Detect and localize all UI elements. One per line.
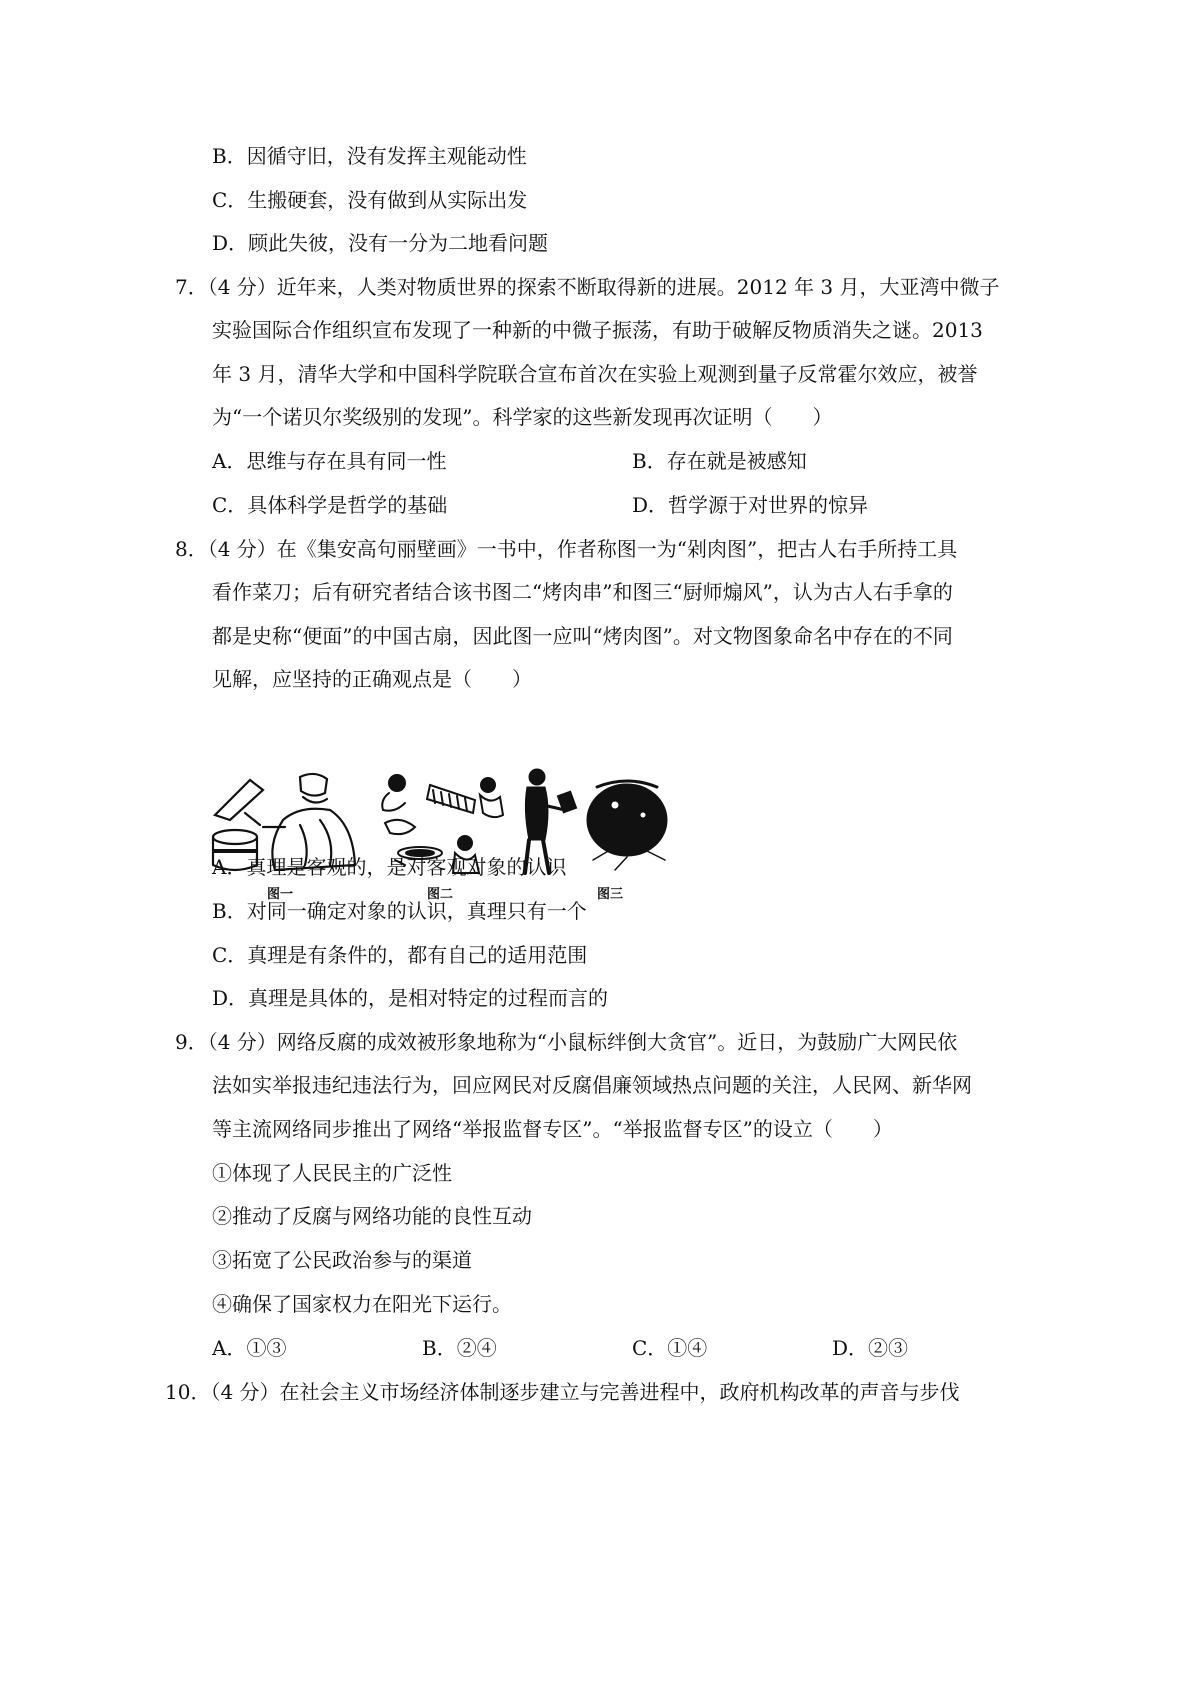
figure-3-caption: 图三 <box>596 887 623 902</box>
q8-stem-line-1: 8．（4 分）在《集安高句丽壁画》一书中，作者称图一为“剁肉图”，把古人右手所持工具 <box>175 537 958 561</box>
mural-figures <box>205 765 765 915</box>
q8-stem-line-3: 都是史称“便面”的中国古扇，因此图一应叫“烤肉图”。对文物图象命名中存在的不同 <box>212 624 953 648</box>
q6-option-c: C．生搬硬套，没有做到从实际出发 <box>212 188 528 212</box>
q9-option-a: A．①③ <box>212 1336 287 1360</box>
q9-statement-2: ②推动了反腐与网络功能的良性互动 <box>212 1204 532 1228</box>
q7-option-d: D．哲学源于对世界的惊异 <box>632 493 869 517</box>
q6-option-b: B．因循守旧，没有发挥主观能动性 <box>212 144 527 168</box>
q9-statement-3: ③拓宽了公民政治参与的渠道 <box>212 1248 472 1272</box>
figure-2-caption: 图二 <box>426 887 453 902</box>
q8-option-d: D．真理是具体的，是相对特定的过程而言的 <box>212 986 609 1010</box>
q8-option-c: C．真理是有条件的，都有自己的适用范围 <box>212 943 588 967</box>
q9-stem-line-3: 等主流网络同步推出了网络“举报监督专区”。“举报监督专区”的设立（ ） <box>212 1117 893 1141</box>
q9-stem-line-2: 法如实举报违纪违法行为，回应网民对反腐倡廉领域热点问题的关注，人民网、新华网 <box>212 1073 972 1097</box>
q9-option-b: B．②④ <box>422 1336 497 1360</box>
q9-option-d: D．②③ <box>832 1336 909 1360</box>
q7-stem-line-1: 7．（4 分）近年来，人类对物质世界的探索不断取得新的进展。2012 年 3 月，大亚湾中微子 <box>175 275 1000 299</box>
q8-stem-line-4: 见解，应坚持的正确观点是（ ） <box>212 667 532 691</box>
q9-stem-line-1: 9．（4 分）网络反腐的成效被形象地称为“小鼠标绊倒大贪官”。近日，为鼓励广大网民依 <box>175 1030 958 1054</box>
q7-stem-line-2: 实验国际合作组织宣布发现了一种新的中微子振荡，有助于破解反物质消失之谜。2013 <box>212 318 983 342</box>
q8-option-b: B．对同一确定对象的认识，真理只有一个 <box>212 899 587 923</box>
figure-1-caption: 图一 <box>266 887 293 902</box>
q6-option-d: D．顾此失彼，没有一分为二地看问题 <box>212 231 549 255</box>
q7-option-a: A．思维与存在具有同一性 <box>212 449 447 473</box>
q9-statement-1: ①体现了人民民主的广泛性 <box>212 1161 452 1185</box>
q8-stem-line-2: 看作菜刀；后有研究者结合该书图二“烤肉串”和图三“厨师煽风”，认为古人右手拿的 <box>212 580 953 604</box>
q8-option-a: A．真理是客观的，是对客观对象的认识 <box>212 855 567 879</box>
q7-stem-line-3: 年 3 月，清华大学和中国科学院联合宣布首次在实验上观测到量子反常霍尔效应，被誉 <box>212 362 978 386</box>
q7-stem-line-4: 为“一个诺贝尔奖级别的发现”。科学家的这些新发现再次证明（ ） <box>212 405 833 429</box>
q7-option-c: C．具体科学是哲学的基础 <box>212 493 448 517</box>
q9-statement-4: ④确保了国家权力在阳光下运行。 <box>212 1292 512 1316</box>
q10-stem-line-1: 10．（4 分）在社会主义市场经济体制逐步建立与完善进程中，政府机构改革的声音与步伐 <box>165 1380 960 1404</box>
q9-option-c: C．①④ <box>632 1336 708 1360</box>
q7-option-b: B．存在就是被感知 <box>632 449 807 473</box>
